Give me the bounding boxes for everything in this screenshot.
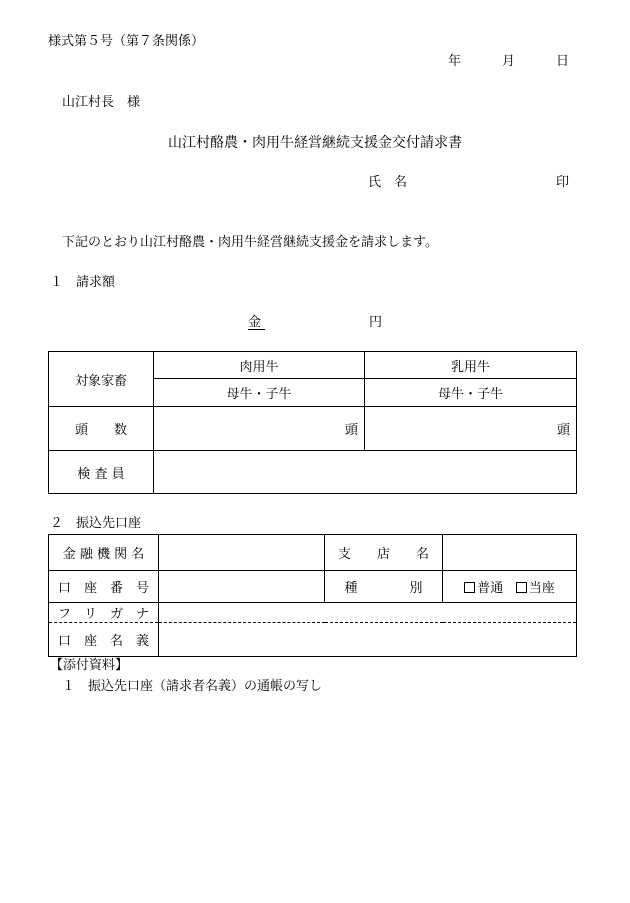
- amount-suffix: 円: [368, 315, 382, 330]
- form-number: 様式第５号（第７条関係）: [48, 34, 205, 49]
- furigana-field[interactable]: [159, 603, 577, 623]
- branch-field[interactable]: [443, 535, 577, 571]
- account-number-label: 口 座 番 号: [49, 571, 159, 603]
- beef-head-count[interactable]: [154, 407, 365, 451]
- head-count-label: 頭 数: [49, 407, 154, 451]
- type-ordinary-checkbox[interactable]: [464, 581, 503, 596]
- dairy-sub: 母牛・子牛: [365, 379, 577, 407]
- amount-prefix: 金: [248, 315, 262, 330]
- branch-label: 支 店 名: [325, 535, 443, 571]
- section2-heading: ２ 振込先口座: [50, 516, 142, 531]
- bank-field[interactable]: [159, 535, 325, 571]
- date-day-label: 日: [556, 54, 570, 69]
- intro-text: 下記のとおり山江村酪農・肉用牛経営継続支援金を請求します。: [62, 235, 438, 250]
- amount-line: [248, 316, 382, 329]
- dairy-header: 乳用牛: [365, 352, 577, 379]
- beef-head-unit: 頭: [344, 423, 358, 438]
- attachments-heading: 【添付資料】: [50, 658, 129, 673]
- section1-heading: １ 請求額: [50, 275, 116, 290]
- dairy-head-count[interactable]: [365, 407, 577, 451]
- inspector-label: 検 査 員: [49, 451, 154, 494]
- bank-table: [48, 534, 577, 657]
- date-month-label: 月: [502, 54, 516, 69]
- livestock-table: [48, 351, 577, 494]
- account-number-field[interactable]: [159, 571, 325, 603]
- attachment-item: １ 振込先口座（請求者名義）の通帳の写し: [62, 679, 323, 694]
- beef-sub: 母牛・子牛: [154, 379, 365, 407]
- account-type-options: [443, 571, 577, 603]
- type-current-checkbox[interactable]: [516, 581, 555, 596]
- date-year-label: 年: [448, 54, 462, 69]
- addressee: 山江村長 様: [62, 95, 141, 110]
- livestock-label: 対象家畜: [49, 352, 154, 407]
- account-name-label: 口 座 名 義: [49, 623, 159, 657]
- furigana-label: フ リ ガ ナ: [49, 603, 159, 623]
- applicant-name-label: 氏 名: [368, 175, 408, 190]
- account-type-label: 種 別: [325, 571, 443, 603]
- type-ordinary-label: 普通: [477, 581, 504, 596]
- beef-header: 肉用牛: [154, 352, 365, 379]
- inspector-field[interactable]: [154, 451, 577, 494]
- type-current-label: 当座: [528, 581, 555, 596]
- dairy-head-unit: 頭: [556, 423, 570, 438]
- account-name-field[interactable]: [159, 623, 577, 657]
- bank-label: 金 融 機 関 名: [49, 535, 159, 571]
- seal-label: 印: [556, 175, 570, 190]
- page-title: 山江村酪農・肉用牛経営継続支援金交付請求書: [168, 135, 462, 151]
